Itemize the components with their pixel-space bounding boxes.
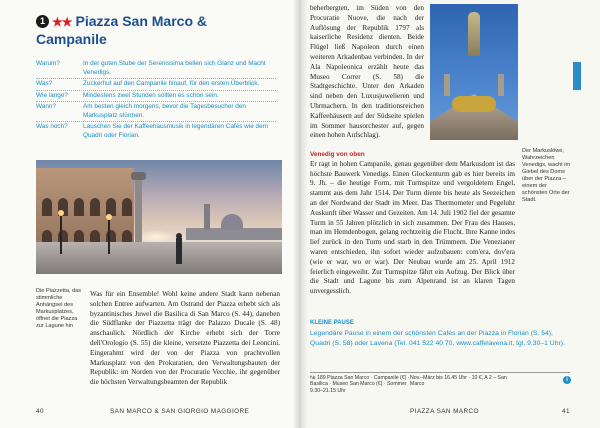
fact-row (36, 92, 276, 101)
lion-statue-photo (430, 4, 518, 140)
book-gutter (292, 0, 308, 428)
divider (36, 90, 276, 91)
chapter-tab (573, 62, 581, 90)
page-title (36, 13, 207, 48)
fact-row (36, 80, 276, 89)
body-text-top: beherbergten, im Süden von den Procuratie Nuove, die nach der Auflösung der Republik 1797 als kaiserliche Residenz dienten. Beide Flügel ließ Napoleon durch einen weiteren Arkadenbau verbinden. In der Ala Napoleonica erzählt heute das Museo Correr (S. 58) die Stadtgeschichte. Unter den Arkaden sind neben den Luxusjuwelieren und Uhrmachern. In den traditionsreichen Kaffeehäusern auf der Südseite spielen im Sommer hausorchester auf, gegen einen hohen Aufschlag). (310, 4, 424, 140)
fact-key: Warum? (36, 60, 60, 67)
info-box (310, 372, 570, 395)
tip-text: Legendäre Pause in einem der schönsten Cafés an der Piazza in Florian (S. 54), Quadri (S. 58) oder Lavena (Tel. 041 522 40 70, www.caffelavena.it, tgl. 9.30–1 Uhr). (310, 330, 565, 347)
page-number: 41 (562, 408, 570, 415)
fact-key: Wie lange? (36, 91, 68, 99)
piazzetta-photo (36, 160, 282, 274)
photo-caption: Die Piazzetta, das stimmliche Anhängsel des Markusplatzes, öffnet die Piazza zur Lagune hin (36, 288, 82, 329)
tip-heading: KLEINE PAUSE (310, 320, 354, 326)
info-icon: i (563, 376, 571, 384)
info-column-1: № 189 Piazza San Marco · Campanile (€) · Basilica · Museo San Marco (€) · Sommer 9.30–21.15 Uhr (310, 375, 410, 394)
page-number: 40 (36, 408, 44, 415)
fact-key: Wann? (36, 103, 57, 110)
quick-facts (36, 60, 276, 140)
photo-caption: Der Markuslöwe, Wahrzeichen Venedigs, wacht im Giebel des Doms über der Piazza – einem der schönsten Orte der Stadt. (522, 148, 571, 203)
running-footer: PIAZZA SAN MARCO (410, 408, 479, 415)
title-line-1: Piazza San Marco & (75, 13, 208, 29)
fact-row (36, 60, 276, 77)
right-page (300, 0, 600, 428)
title-line-2: Campanile (36, 31, 107, 47)
body-text-section (310, 150, 515, 297)
fact-key: Was noch? (36, 123, 68, 130)
fact-value: Mindestens zwei Stunden sollten es schon sein. (83, 91, 219, 99)
sight-number-badge: 1 (36, 15, 49, 28)
fact-value: In der guten Stube der Serenissima bellen sich Glanz und Macht Venedigs. (83, 60, 266, 76)
running-footer: SAN MARCO & SAN GIORGIO MAGGIORE (110, 408, 250, 415)
fact-row (36, 103, 276, 120)
body-text: Was für ein Ensemble! Wohl keine andere Stadt kann nebenan solchen Entree aufwarten. Am Ostrand der Piazza erhebt sich als byzantinisches Juwel die Basilica di San Marco (S. 44), daneben die Südflanke der Piazzetta trägt der Palazzo Ducale (S. 48) anschaulich. Nördlich der Kirche erhebt sich der Torre dell'Orologio (S. 55) die kleine, versetzte Piazzetta dei Leoncini. Eingerahmt wird der von der Piazza von prachtvollen Markusplatz von den Prokuratien, den Verwaltungsbauten der Republik: im Norden von der Procuratie Vecchie, ihr gegenüber die höchsten Verwaltungsbeamten der Republik (90, 290, 280, 387)
photographer-figure (176, 238, 182, 264)
divider (36, 101, 276, 102)
divider (36, 121, 276, 122)
body-text: Er ragt in hohen Campanile, genau gegenüber dem Markusdom ist das höchste Bauwerk Venedigs. Einen Glockenturm gab es hier bereits im 9. Jh. – die heutige Form, mit Turmspitze und vergoldetem Engel, stammt aus dem Jahr 1514. Der Turm diente bis heute als Seezeichen an der Nordwand der Stadt im Meer. Das Thermometer und Pegeluhr Auskunft über Wasser und Gezeiten. Am 14. Juli 1902 fiel der gesamte Turm in 55 Jahren plötzlich in sich zusammen. Der Frau des Hauses, man im Hemdenbogen, gelang rechtzeitig die Flucht. Ihre Kanne indes lief zurück in den Turm und starb in den Trümmern. Die Venezianer waren entschieden, ihn sofort wieder aufzubauen: com'era, dov'era (wie er war, wo er war). Der Neubau wurde am 25. April 1912 feierlich eingeweiht. Zur Turmspitze fährt ein Aufzug. Der Blick über die Stadt und Lagune bis zum Alpenrand ist an klaren Tagen unvergesslich. (310, 159, 515, 296)
divider (36, 78, 276, 79)
fact-row (36, 123, 276, 140)
winged-lion-shape (452, 96, 496, 112)
fact-value: Am besten gleich morgens, bevor die Tagesbesucher den Markusplatz stürmen. (83, 103, 246, 119)
info-column-2: Nov.–März bis 16.45 Uhr · 10 €, A 2 – San Marco (410, 375, 507, 388)
column-shape (135, 178, 142, 242)
fact-key: Was? (36, 80, 53, 87)
rating-stars: ★★ (52, 15, 72, 29)
fact-value: Zuckerhut auf den Campanile hinauf, für den ersten Überblick. (83, 80, 260, 87)
section-subhead: Venedig von oben (310, 151, 365, 158)
fact-value: Lauschen Sie der Kaffeehausmusik in legendären Cafés wie dem Quadri oder Florian. (83, 123, 268, 139)
